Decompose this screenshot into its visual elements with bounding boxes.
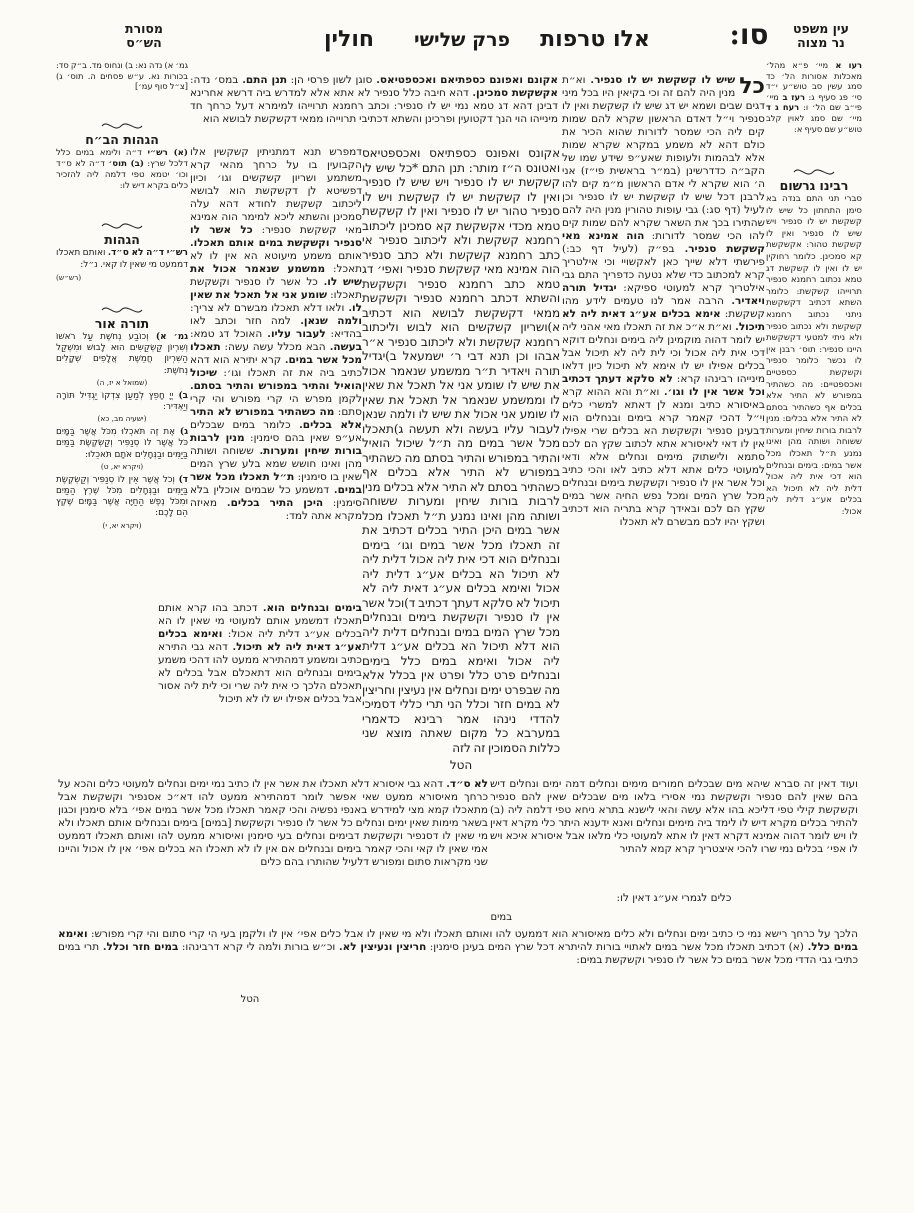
squiggle-ornament-icon [100,221,144,231]
rashi-main-block: דמפרש תנא דמתניתין קשקשין אלו הקבועין בו על כרחך מהאי קרא משתמע ושריון קשקשים וגו׳ וכיון דפשיטא לן דקשקשת הוא לבושא ליכתוב קשקשת לחודא דהא עלה סמכינן והשתא ליכא למימר הוה אמינא מאי קשקשת סנפיר: כל אשר לו סנפיר וקשקשת במים אותם תאכלו. אותם משמע מיעוטא הא אין לו לא תאכל: ממשמע שנאמר אכול את שיש לו. כל אשר לו סנפיר וקשקשת תאכלו: שומע אני אל תאכל את שאין לו. ולאו דלא תאכלו מבשרם לא צריך: ולמה שנאן. למה חזר וכתב לאו בהדיא: לעבור עליו. האוכל דג טמא: בעשה. הבא מכלל עשה עשה: תאכלו מכל אשר במים. קרא יתירא הוא דהא כתיב ביה את זה תאכלו וגו׳: שיכול הואיל והתיר במפורש והתיר בסתם. לקמן מפרש הי קרי מפורש והי קרי סתם: מה כשהתיר במפורש לא התיר אלא בכלים. כלומר במים שבכלים אע״פ שאין בהם סימנין: מנין לרבות בורות שיחין ומערות. ששוחה ושותה מהן ואינו חושש שמא בלע שרץ המים שאין בו סימנין: ת״ל תאכלו מכל אשר במים. דמשמע כל שבמים אוכלין בלא סימנין: היכן התיר בכלים. מאיזה מקרא אתה למד: [190,146,362,522]
perek-label: פרק שלישי [413,29,511,51]
ein-mishpat-title [775,22,867,50]
mesorat-title-line1: מסורת [125,22,163,36]
hagahot-title: הגהות [104,232,140,247]
rabbeinu-gershom-body: סברי תני התם בנדה בא סימן התחתון כל שיש לו קשקשת יש לו סנפיר ויש שיש לו סנפיר ואין לו קשקשת טהור: אקשקשת קא סמכינן. כלומר רחוקין יש לו ואין לו קשקשת דג טמא נכתוב רחמנא סנפיר תרוייהו קשקשת: כלומר השתא דכתיב דקשקשת ניתני נכתוב רחמנא קשקשת ולא נכתוב סנפיר ולא ניתי למטעי דקשקשת היינו סנפיר: תוס׳ רבנן אין לו נכשר כלומר סנפיר וקשקשת כספטיים ואכספטיים: מה כשהתיר במפורש לא התיר אלא בכלים אף כשהתיר בסתם לא התיר אלא בכלים: מנין לרבות בורות שיחין ומערות ששוחה ושותה מהן ואינו נמנע ת״ל תאכלו מכל אשר במים: בימים ובנחלים הוא דכי אית ליה אכול דלית ליה לא תיכול הא בכלים אע״ג דלית ליה אכול: [766,194,862,518]
rashi-bottom-left-block: לא ס״ד. דהא גבי איסורא דלא תאכלו את אשר אין לו כתיב נמי ימים ונחלים למעוטי כלים והכא על כרחך מאיסורא ממעט שאי אפשר לומר דמהתירא ממעט להו דא״כ אסנפיר וקשקשת אבל מתאכלו קמא מצי למידרש באנפי נפשיה והכי קאמר תאכלו מכל אשר במים אפי׳ בלא סימנין וכגון בשאר מימות שאין ימים ונחלים כל אשר לו סנפיר וקשקשת [במים] בימים ובנחלים אותם תאכלו ולא מי שאין לו דסנפיר וקשקשת דבימים ונחלים בעי סימנין ואיסורא ממעט להו ואותם תאכלו דממעט אמי שאין לו קאי והכי קאמר בימים ובנחלים אם אין לו לא תאכלו הא בכלים אפי׳ אין לו אכול והיינו שני מקראות סתום ומפורש דלעיל שהותרו בהם כלים [58,778,488,868]
mesorat-body: גמ׳ א) נדה נא: ב) ונחוס מד. ב״ק סד: בכורות נא. ע״ש פסחים ה. תוס׳ ג) [צ״ל סוף עמ׳] [56,60,188,92]
rashi-bottom-full-block: הלכך על כרחך רישא נמי כי כתיב ימים ונחלים ולא כלים מאיסורא הוא דממעט להו ואותם תאכלו ולא מי שאין לו אבל כלים אפי׳ אין לו ולקמן בעי הי קרי סתום והי קרי מפורש: ואימא במים כלל. (א) דכתיב תאכלו מכל אשר במים לאתויי בורות להיתרא דכל שרץ המים בעינן סימנין: חריצין ונעיצין לא. וכ״ש בורות ולמה לי קרא דרבינהו: במים חזר וכלל. תרי במים כתיבי גבי הדדי מכל אשר במים כל אשר לו סנפיר וקשקשת במים: [58,928,858,966]
gemara-last-word: הטל [449,758,473,772]
squiggle-ornament-icon [100,305,144,315]
rashi-top-block: אקונם ואפונם כספתיאם ואכספטיאס. סוגן לשון פרסי הן: תנן התם. במס׳ נדה: אקשקשת סמכינן. דהא חיבה כלל סנפיר לא אתא אלא למדרש ביה דרשא אחרינא דבינן דהא דג טמא נמי יש לו סנפיר: וכתב רחמנא תרוייהו למימרא דעל כרחך חד מינייהו הוי הנך דקטועין ופרכינן והשתא דכתיבי תרוייהו ממאי דקשקשת לבושא הוא [190,74,558,125]
section-divider-ornament [766,166,862,178]
rabbeinu-gershom-title: רבינו גרשום [779,178,849,193]
hagahot-attribution: (רש״ש) [56,273,82,282]
torah-or-body: גמ׳ א) וְכוֹבַע נְחֹשֶׁת עַל רֹאשׁוֹ וְשִׁרְיוֹן קַשְׂקַשִּׂים הוּא לָבוּשׁ וּמִשְׁקַל הַשִּׁרְיוֹן חֲמֵשֶׁת אֲלָפִים שְׁקָלִים נְחֹשֶׁת: (שמואל א יז, ה) ב) יְיָ חָפֵץ לְמַעַן צִדְקוֹ יַגְדִּיל תּוֹרָה וְיַאְדִּיר: (ישעיה מב, כא) ג) אֶת זֶה תֹּאכְלוּ מִכֹּל אֲשֶׁר בַּמָּיִם כֹּל אֲשֶׁר לוֹ סְנַפִּיר וְקַשְׂקֶשֶׂת בַּמַּיִם בַּיַּמִּים וּבַנְּחָלִים אֹתָם תֹּאכֵלוּ: (ויקרא יא, ט) ד) וְכֹל אֲשֶׁר אֵין לוֹ סְנַפִּיר וְקַשְׂקֶשֶׂת בַּיַּמִּים וּבַנְּחָלִים מִכֹּל שֶׁרֶץ הַמַּיִם וּמִכֹּל נֶפֶשׁ הַחַיָּה אֲשֶׁר בַּמָּיִם שֶׁקֶץ הֵם לָכֶם: (ויקרא יא, י) [56,332,188,530]
tosafot-bottom-block: ועוד דאין זה סברא שיהא מים שבכלים חמורים מימים ונחלים דמה ימים ונחלים דיש בהם שאין להם סנפיר וקשקשת נמי אסירי בלאו מים שבכלים שאין להם סנפיר וקשקשת קילי טפי דליכא בהו אלא עשה והאי לישנא בתרא ניחא טפי דלמה ליה (ב) להתיר בכלים מקרא דיש לו לימד ביה מימים ונחלים ואנא ידענא היתר כלי מקרא דאין לו ויש לומר דהוה אמינא דקרא דאין לו אתא למעוטי כלי מלאו אבל איסורא איכא ויש לו אפי׳ בכלים נמי שרו להכי איצטריך קרא קמא להתיר [490,778,858,855]
squiggle-ornament-icon [792,167,836,177]
torah-or-title: תורה אור [94,316,150,331]
hagahot-text: ואותם תאכלו דממעט מי שאין לו קאי. נ״ל: [56,248,188,270]
rashi-mid-block: בימים ובנחלים הוא. דכתב בהו קרא אותם תאכלו דמשמע אותם למעוטי מי שאין לו הא בכלים אע״ג דלית ליה אכול: ואימא בכלים אע״ג דאית ליה לא תיכול. דהא גבי התירא כתיב ומשמע דמהתירא ממעט להו דהכי משמע בימים ובנחלים הוא דתאכלם אבל בכלים לא תאכלם הלכך כי אית ליה שרי וכי לית ליה אסור אבל בכלים אפילו יש לו לא תיכול [158,602,362,705]
ein-mishpat-title-line1: עין משפט [793,22,849,36]
section-divider-ornament [56,120,188,132]
section-divider-ornament [56,304,188,316]
tractate-name: חולין [323,26,374,52]
tosafot-closing-line: כלים לגמרי אע״ג דאין לו: [616,892,732,904]
page-catchword: הטל [240,994,260,1005]
ein-mishpat-title-line2: נר מצוה [797,35,845,50]
ein-mishpat-body: רעו א מיי׳ פ״א מהל׳ מאכלות אסורות הל׳ כד סמג עשין סב טוש״ע י״ד סי׳ פג סעיף ג: רעז ב מיי׳ פי״ב שם הל׳ ו: רעח ג ד מיי׳ שם סמג לאוין קלב טוש״ע שם סעיף א: [766,60,862,134]
hagahot-body [56,248,188,304]
mesorat-title-line2: הש״ס [126,35,162,50]
tosafot-column [562,74,765,776]
squiggle-ornament-icon [100,121,144,131]
section-divider-ornament [56,220,188,232]
tosafot-initial-word: כל [739,74,765,99]
daf-number: סו: [729,18,769,51]
tosafot-catchword: במים [490,912,512,923]
hagahot-habach-title: הגהות הב״ח [85,132,159,147]
hagahot-habach-body: (א) רש״י ד״ה ולימא במים כלל דלכל שרץ: (ב) תוס׳ ד״ה לא ס״ד וכו׳ יטמא טפי דלמה ליה להזכיר כלים בקרא דיש לו: [56,148,188,191]
mesorat-title [100,22,188,50]
chapter-name: אלו טרפות [540,26,650,52]
gemara-text: אקונס ואפונס כספתיאס ואכספטיאס ואטונס ה״ז מותר: תנן התם *כל שיש לו קשקשת יש לו סנפיר ויש שיש לו סנפיר ואין לו קשקשת יש לו קשקשת ויש לו סנפיר טהור יש לו סנפיר ואין לו קשקשת טמא מכדי אקשקשת קא סמכינן ליכתוב רחמנא קשקשת ולא ליכתוב סנפיר אי כתב רחמנא קשקשת ולא כתב סנפיר הוה אמינא מאי קשקשת סנפיר ואפי׳ דג טמא כתב רחמנא סנפיר וקשקשת והשתא דכתב רחמנא סנפיר וקשקשת ממאי דקשקשת לבושא הוא דכתיב א)ושריון קשקשים הוא לבוש וליכתוב רחמנא קשקשת ולא ליכתוב סנפיר א״ר אבהו וכן תנא דבי ר׳ ישמעאל ב)יגדיל תורה ויאדיר ת״ר ממשמע שנאמר אכול את שיש לו שומע אני אל תאכל את שאין לו וממשמע שנאמר אל תאכל את שאין לו שומע אני אכול את שיש לו ולמה שנאן לעבור עליו בעשה ולא תעשה ג)תאכלו מכל אשר במים מה ת״ל שיכול הואיל והתיר במפורש והתיר בסתם מה כשהתיר במפורש לא התיר אלא בכלים אף כשהתיר בסתם לא התיר אלא בכלים מנין לרבות בורות שיחין ומערות ששוחה ושותה מהן ואינו נמנע ת״ל תאכלו מכל אשר במים היכן התיר בכלים דכתיב את זה תאכלו מכל אשר במים וגו׳ בימים ובנחלים הוא דכי אית ליה אכול דלית ליה לא תיכול הא בכלים אע״ג דלית ליה אכול ואימא בכלים אע״ג דאית ליה לא תיכול לא סלקא דעתך דכתיב ד)וכל אשר אין לו סנפיר וקשקשת בימים ובנחלים מכל שרץ המים במים ובנחלים דלית ליה הוא דלא תיכול הא בכלים אע״ג דלית ליה אכול ואימא במים כלל בימים ובנחלים פרט כלל ופרט אין בכלל אלא מה שבפרט ימים ונחלים אין נעיצין וחריצין לא במים חזר וכלל הני תרי כללי דסמיכי להדדי נינהו אמר רבינא כדאמרי במערבא כל מקום שאתה מוצא שני כללות הסמוכין זה לזה [362,146,560,755]
tosafot-main-text: שיש לו קשקשת יש לו סנפיר. וא״ת מנין היה להם זה וכי בקיאין היו בכל מיני דגים שבים ושמא יש דג שיש לו קשקשת ואין לו סנפיר וי״ל דאדם הראשון שקרא להם שמות קים ליה הכי שמסר לדורות שהוא הכיר את כולם דהא לא משמע במקרא שקרא שמות אלא לבהמות ולעופות שאע״פ שידע שמו של הקב״ה כדדרשינן (במ״ר בראשית פי״ז) אני ה׳ הוא שקרא לי אדם הראשון מ״מ קים להו לרבנן דכל שיש לו קשקשת יש לו סנפיר וכן לעיל (דף סג:) גבי עופות טהורין מנין היה להם שהתירו בכך את השאר שקרא להם שמות קים להו הכי שמסר לדורות: הוה אמינא מאי קשקשת סנפיר. בפ״ק (לעיל דף כב:) פירשתי דלא שייך כאן לאקשויי וכי אילטריך קרא למכתוב כדי שלא נטעה כדפריך התם גבי אילטריך קרא למעוטי ספיקא: יגדיל תורה ויאדיר. הרבה אמר לנו טעמים לידע מהו קשקשת: אימא בכלים אע״ג דאית ליה לא תיכול. וא״ת א״כ את זה תאכלו מאי אהני ליה יש לומר דהוה מוקמינן ליה בימים ונחלים דוקא דכי אית ליה אכול וכי לית ליה לא תיכול אבל בכלים אפילו יש לו אימא לא תיכול כיון דלאו מינייהו רבינהו קרא: לא סלקא דעתך דכתיב וכל אשר אין לו וגו׳. וא״ת והא ההוא קרא באיסורא כתיב ומנא לן דאתא למשרי כלים וי״ל דהכי קאמר קרא בימים ובנחלים הוא דבעינן סנפיר וקשקשת הא בכלים שרי אפילו אין לו דאי לאיסורא אתא לכתוב שקץ הם לכם סתמא ולישתוק מימים ונחלים אלא ודאי למעוטי כלים אתא דלא כתיב לאו והכי כתיב וכל אשר אין לו סנפיר וקשקשת בימים ובנחלים מכל שרץ המים ומכל נפש החיה אשר במים שקץ הם לכם ובאידך קרא בתריה הוא דכתיב ושקץ יהיו לכם מבשרם לא תאכלו [562,74,765,528]
hagahot-dibur: רש״י ד״ה לא ס״ד. [107,248,188,258]
